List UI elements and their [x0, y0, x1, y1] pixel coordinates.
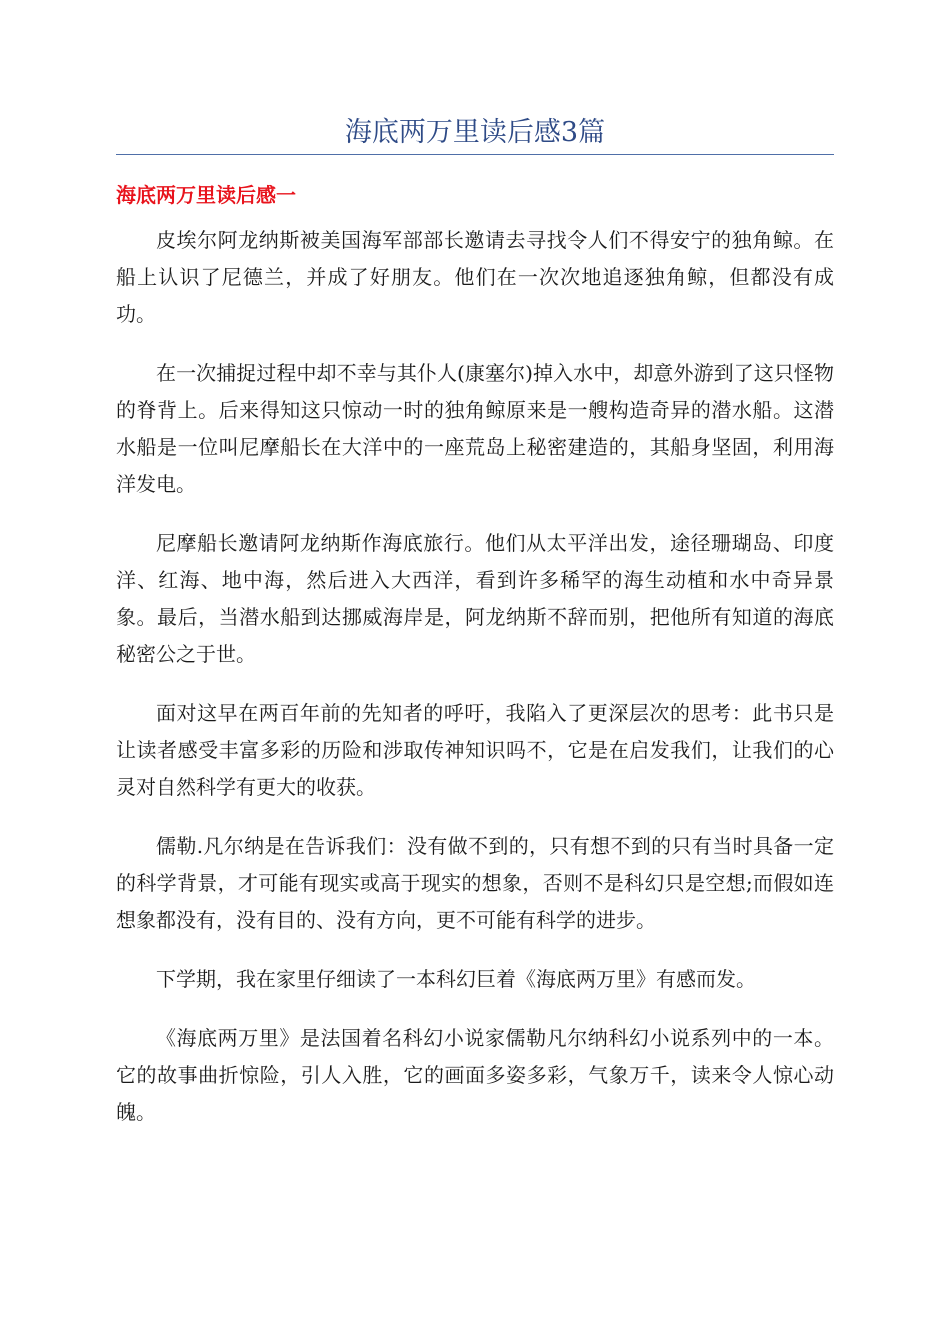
- paragraph: 面对这早在两百年前的先知者的呼吁，我陷入了更深层次的思考：此书只是让读者感受丰富多彩的历险和涉取传神知识吗不，它是在启发我们，让我们的心灵对自然科学有更大的收获。: [116, 701, 834, 799]
- paragraph: 儒勒.凡尔纳是在告诉我们：没有做不到的，只有想不到的只有当时具备一定的科学背景，才可能有现实或高于现实的想象，否则不是科幻只是空想;而假如连想象都没有，没有目的、没有方向，更不可能有科学的进步。: [116, 834, 834, 932]
- section-heading: 海底两万里读后感一: [116, 183, 296, 207]
- paragraph: 下学期，我在家里仔细读了一本科幻巨着《海底两万里》有感而发。: [156, 967, 756, 991]
- body-text: [116, 222, 834, 1153]
- paragraph: 在一次捕捉过程中却不幸与其仆人(康塞尔)掉入水中，却意外游到了这只怪物的脊背上。后来得知这只惊动一时的独角鲸原来是一艘构造奇异的潜水船。这潜水船是一位叫尼摩船长在大洋中的一座荒岛上秘密建造的，其船身坚固，利用海洋发电。: [116, 361, 834, 496]
- document-title: 海底两万里读后感3篇: [344, 117, 606, 148]
- paragraph: 尼摩船长邀请阿龙纳斯作海底旅行。他们从太平洋出发，途径珊瑚岛、印度洋、红海、地中海，然后进入大西洋，看到许多稀罕的海生动植和水中奇异景象。最后，当潜水船到达挪威海岸是，阿龙纳斯不辞而别，把他所有知道的海底秘密公之于世。: [116, 531, 834, 666]
- title-divider: [116, 154, 834, 155]
- paragraph: 《海底两万里》是法国着名科幻小说家儒勒凡尔纳科幻小说系列中的一本。它的故事曲折惊险，引人入胜，它的画面多姿多彩，气象万千，读来令人惊心动魄。: [116, 1026, 834, 1124]
- paragraph: 皮埃尔阿龙纳斯被美国海军部部长邀请去寻找令人们不得安宁的独角鲸。在船上认识了尼德兰，并成了好朋友。他们在一次次地追逐独角鲸，但都没有成功。: [116, 228, 834, 326]
